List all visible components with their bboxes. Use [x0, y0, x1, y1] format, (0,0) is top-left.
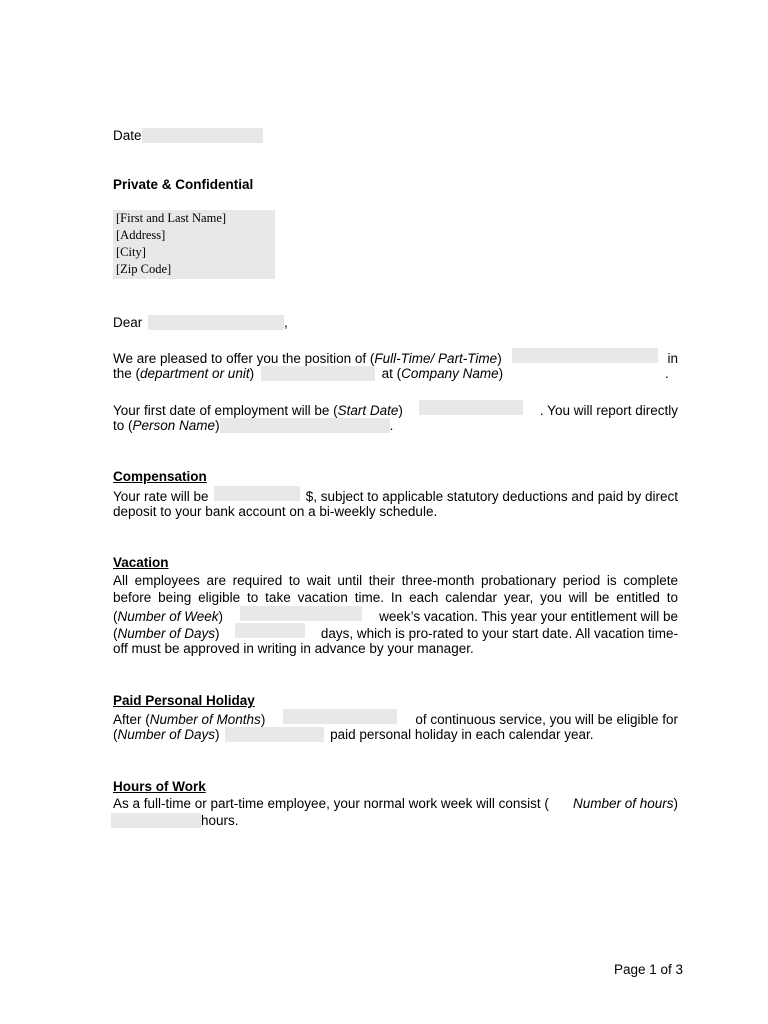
- start-date-field[interactable]: [419, 400, 523, 415]
- page-number: Page 1 of 3: [614, 962, 684, 977]
- compensation-heading: Compensation: [113, 469, 207, 484]
- vacation-line-3: [113, 606, 678, 623]
- days-paren: ): [215, 626, 220, 641]
- start-period: .: [389, 418, 394, 433]
- hours-line-2: [113, 812, 678, 829]
- start-date-label: Start Date: [337, 403, 399, 418]
- weeks-text: week’s vacation. This year your entitlement will be: [379, 609, 678, 624]
- holiday-after: After (: [113, 712, 150, 727]
- vacation-days-label: Number of Days: [117, 626, 216, 641]
- confidential-heading: Private & Confidential: [113, 177, 254, 192]
- holiday-days-label: Number of Days: [117, 727, 216, 742]
- offer-paren: ): [497, 351, 502, 366]
- vacation-line-1: All employees are required to wait until their three-month probationary period is complete: [113, 573, 678, 588]
- offer-paren: ): [498, 366, 504, 381]
- vacation-line-2: before being eligible to take vacation time. In each calendar year, you will be entitled to: [113, 590, 678, 605]
- hours-heading: Hours of Work: [113, 779, 206, 794]
- hours-text-after: hours.: [201, 813, 239, 828]
- company-field[interactable]: [507, 366, 665, 381]
- months-label: Number of Months: [149, 712, 261, 727]
- hours-line-1: [113, 795, 678, 812]
- address-street: [Address]: [116, 228, 166, 242]
- start-paren: ): [215, 418, 220, 433]
- offer-line-2: [113, 365, 678, 382]
- start-line-1: [113, 400, 678, 417]
- rate-field[interactable]: [214, 486, 300, 501]
- holiday-days-text: paid personal holiday in each calendar year.: [330, 727, 594, 742]
- offer-paren: ): [249, 366, 255, 381]
- holiday-line-2: [113, 726, 678, 743]
- date-field[interactable]: [142, 128, 263, 143]
- days-paren: (: [113, 626, 118, 641]
- holiday-line-1: [113, 709, 678, 726]
- vacation-days-text: days, which is pro-rated to your start date. All vacation time-: [320, 626, 678, 641]
- position-type-field[interactable]: [512, 348, 658, 363]
- address-zip: [Zip Code]: [116, 262, 172, 276]
- position-type-label: Full-Time/ Part-Time: [374, 351, 498, 366]
- offer-the: the (: [113, 366, 141, 381]
- department-label: department or unit: [140, 366, 250, 381]
- compensation-line-2: deposit to your bank account on a bi-weekly schedule.: [113, 504, 438, 519]
- start-text: Your first date of employment will be (: [113, 403, 338, 418]
- department-field[interactable]: [261, 366, 375, 381]
- compensation-paragraph: [113, 486, 678, 520]
- vacation-heading: Vacation: [113, 555, 169, 570]
- months-field[interactable]: [283, 709, 397, 724]
- weeks-paren: (: [113, 609, 118, 624]
- holiday-text: of continuous service, you will be eligible for: [415, 712, 678, 727]
- start-line-2: [113, 417, 678, 434]
- offer-paragraph: [113, 348, 678, 382]
- recipient-name-field[interactable]: [148, 315, 284, 330]
- hours-field[interactable]: [111, 813, 201, 828]
- weeks-field[interactable]: [240, 606, 362, 621]
- rate-text: Your rate will be: [113, 489, 209, 504]
- hours-text: As a full-time or part-time employee, your normal work week will consist (: [113, 796, 549, 811]
- offer-text: We are pleased to offer you the position of (: [113, 351, 375, 366]
- hours-label: Number of hours: [572, 796, 674, 811]
- weeks-paren: ): [218, 609, 224, 624]
- rate-text-after: $, subject to applicable statutory deductions and paid by direct: [305, 489, 678, 504]
- start-to: to (: [113, 418, 133, 433]
- salutation-comma: ,: [284, 315, 288, 330]
- start-report-text: . You will report directly: [539, 403, 678, 418]
- days-paren: (: [113, 727, 118, 742]
- vacation-line-5: off must be approved in writing in advance by your manager.: [113, 641, 474, 656]
- vacation-paragraph: [113, 572, 678, 657]
- salutation-line: [113, 314, 678, 331]
- company-label: Company Name: [401, 366, 499, 381]
- vacation-days-field[interactable]: [235, 623, 305, 638]
- salutation-dear: Dear: [113, 315, 143, 330]
- address-block[interactable]: [113, 210, 275, 279]
- person-name-field[interactable]: [220, 418, 390, 433]
- compensation-line-1: [113, 486, 678, 503]
- holiday-heading: Paid Personal Holiday: [113, 693, 255, 708]
- date-line: [113, 127, 678, 144]
- address-city: [City]: [116, 245, 146, 259]
- address-name: [First and Last Name]: [116, 211, 227, 225]
- hours-paragraph: [113, 795, 678, 829]
- days-paren: ): [215, 727, 220, 742]
- weeks-label: Number of Week: [117, 609, 219, 624]
- offer-period: .: [664, 366, 669, 381]
- offer-line-1: [113, 348, 678, 365]
- person-name-label: Person Name: [132, 418, 216, 433]
- start-paren: ): [398, 403, 403, 418]
- vacation-line-4: [113, 623, 678, 640]
- offer-at: at (: [381, 366, 402, 381]
- start-paragraph: [113, 400, 678, 434]
- months-paren: ): [260, 712, 266, 727]
- date-label: Date: [113, 128, 142, 143]
- offer-in: in: [667, 351, 678, 366]
- hours-paren: ): [673, 796, 678, 811]
- holiday-paragraph: [113, 709, 678, 743]
- holiday-days-field[interactable]: [225, 727, 324, 742]
